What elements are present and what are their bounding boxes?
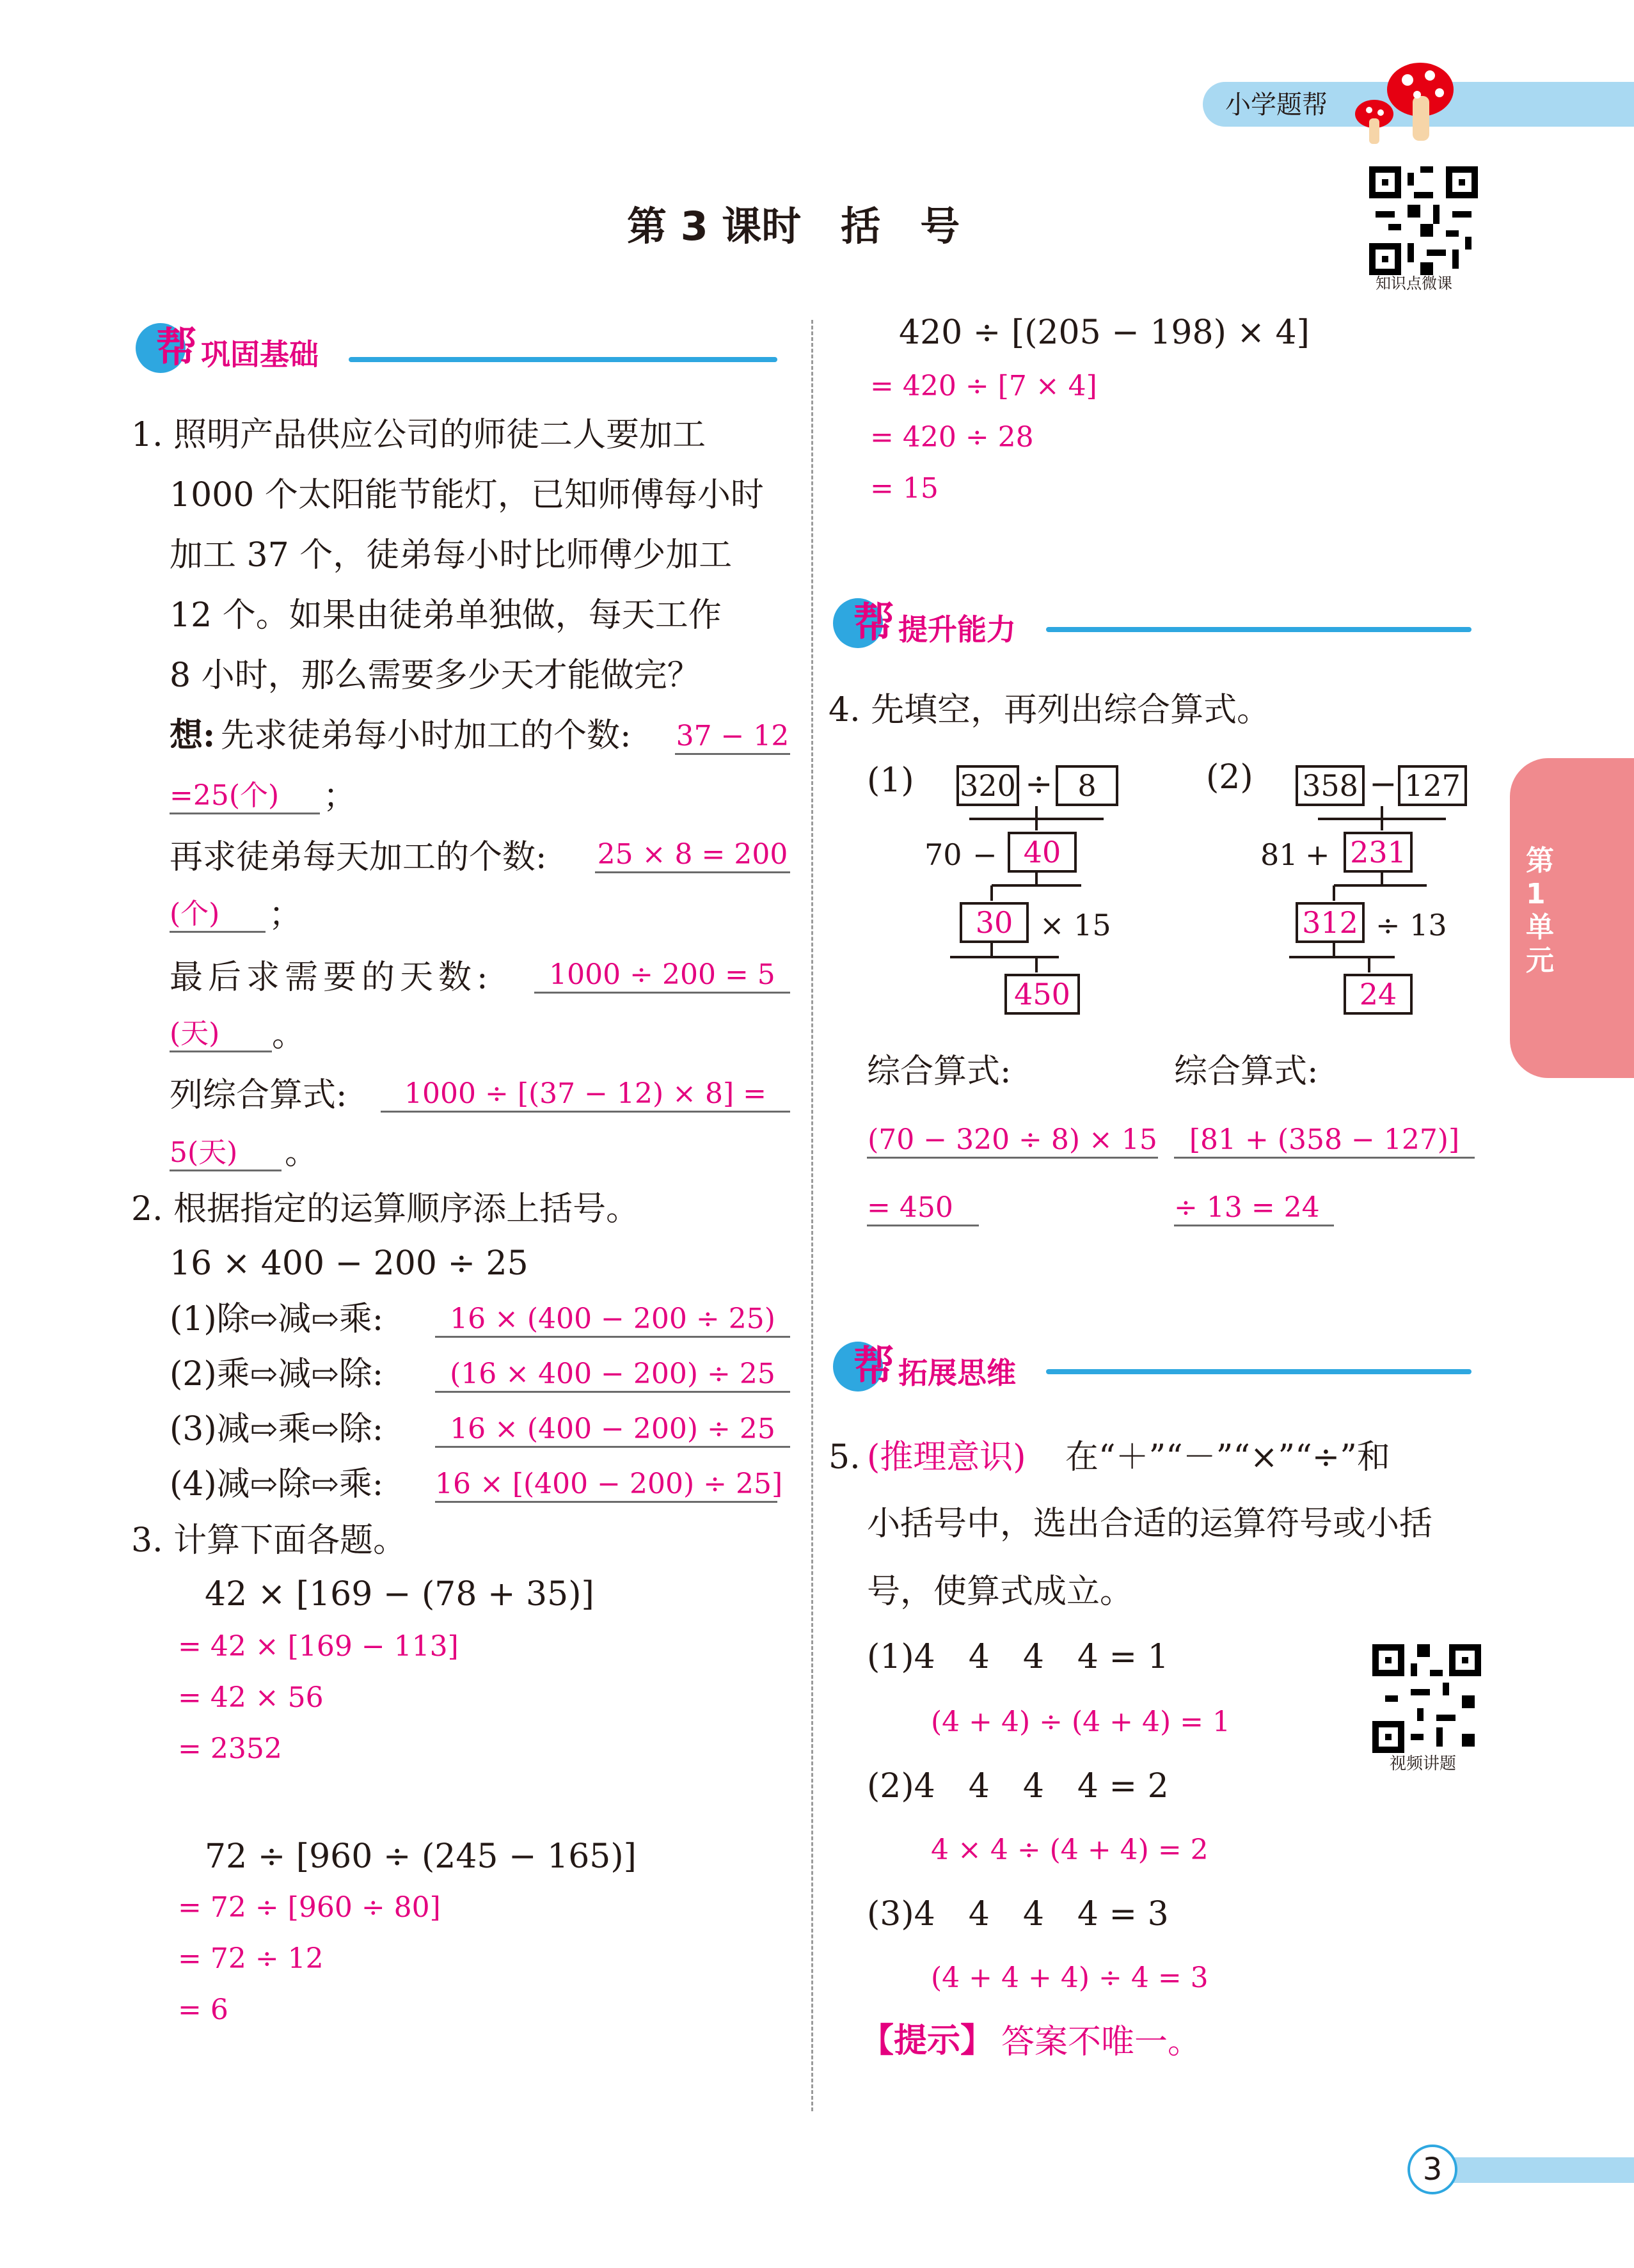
q5-item-answer: (4 + 4 + 4) ÷ 4 = 3: [931, 1962, 1209, 1994]
q4-formula-answer-cont[interactable]: = 450: [867, 1191, 979, 1226]
q1-step4-text: 列综合算式:: [170, 1076, 347, 1114]
q4-formula-label: 综合算式:: [1174, 1052, 1319, 1091]
section-bang-mark: 帮: [853, 1343, 894, 1390]
q2-item-answer[interactable]: 16 × (400 − 200 ÷ 25): [435, 1303, 790, 1338]
q3-step: = 42 × 56: [178, 1681, 324, 1714]
qr-code-icon[interactable]: [1372, 1644, 1481, 1753]
page-number: 3: [1408, 2145, 1457, 2194]
q2-item-label: (3)减⇨乘⇨除:: [170, 1410, 384, 1448]
tree-answer-node[interactable]: 312: [1296, 902, 1365, 943]
q2-title: 2. 根据指定的运算顺序添上括号。: [131, 1190, 640, 1228]
q1-line: 1. 照明产品供应公司的师徒二人要加工: [131, 416, 706, 454]
tree-operand: 70: [924, 837, 962, 872]
qr-code-icon[interactable]: [1369, 166, 1478, 275]
tree-answer-node[interactable]: 231: [1344, 832, 1413, 873]
q2-expression: 16 × 400 − 200 ÷ 25: [170, 1244, 528, 1283]
q4-formula-answer[interactable]: (70 − 320 ÷ 8) × 15: [867, 1123, 1158, 1159]
tree-answer-node[interactable]: 24: [1344, 974, 1413, 1015]
q3-problem-2: 72 ÷ [960 ÷ (245 − 165)]: [205, 1837, 637, 1876]
q1-step2-text: 再求徒弟每天加工的个数:: [170, 838, 547, 876]
q5-text: 在“＋”“－”“×”“÷”和: [1065, 1438, 1390, 1477]
q3-step: = 2352: [178, 1733, 282, 1765]
q3-step: = 72 ÷ 12: [178, 1942, 324, 1975]
q5-item-answer: 4 × 4 ÷ (4 + 4) = 2: [931, 1834, 1209, 1866]
q1-step1-answer[interactable]: 37 − 12: [675, 720, 790, 755]
q5-item-question: (1)4 4 4 4 = 1: [867, 1638, 1169, 1676]
q1-step1-answer-cont[interactable]: =25(个): [170, 779, 320, 814]
q3-step: = 15: [870, 472, 939, 505]
q4-tree1-label: (1): [867, 761, 914, 800]
section-rule: [1046, 1369, 1471, 1374]
q1-step1-end: ；: [323, 777, 357, 816]
q4-tree2-label: (2): [1206, 758, 1253, 797]
q3-problem-1: 42 × [169 − (78 + 35)]: [205, 1575, 594, 1614]
tree-node: 8: [1056, 765, 1118, 806]
q4-formula-answer-cont[interactable]: ÷ 13 = 24: [1174, 1191, 1334, 1226]
q1-step2-answer[interactable]: 25 × 8 = 200: [595, 838, 790, 873]
q2-item-answer[interactable]: 16 × (400 − 200) ÷ 25: [435, 1413, 790, 1448]
tree-answer-node[interactable]: 40: [1008, 832, 1077, 873]
q1-line: 加工 37 个，徒弟每小时比师傅少加工: [170, 536, 733, 575]
q1-step4-answer-cont[interactable]: 5(天): [170, 1136, 282, 1171]
q4-title: 4. 先填空，再列出综合算式。: [829, 691, 1271, 729]
q1-step4-end: 。: [285, 1134, 319, 1172]
q2-item-label: (4)减⇨除⇨乘:: [170, 1465, 384, 1503]
q4-formula-answer[interactable]: [81 + (358 − 127)]: [1174, 1123, 1475, 1159]
q1-think-label: 想:: [170, 716, 216, 755]
q1-step2-end: ；: [269, 896, 303, 934]
q2-item-answer[interactable]: (16 × 400 − 200) ÷ 25: [435, 1358, 790, 1393]
qr-caption: 视频讲题: [1390, 1754, 1457, 1773]
q5-item-question: (3)4 4 4 4 = 3: [867, 1895, 1169, 1933]
q3-step: = 72 ÷ [960 ÷ 80]: [178, 1891, 441, 1924]
brand-label: 小学题帮: [1225, 90, 1328, 120]
qr-caption: 知识点微课: [1376, 274, 1452, 292]
q5-item-question: (2)4 4 4 4 = 2: [867, 1767, 1169, 1805]
q1-step3-end: 。: [272, 1016, 306, 1054]
tree-node: 127: [1398, 765, 1467, 806]
mushroom-logo-icon: [1344, 58, 1465, 147]
section-rule: [1046, 627, 1471, 632]
q3-step: = 420 ÷ 28: [870, 421, 1034, 454]
q5-item-answer: (4 + 4) ÷ (4 + 4) = 1: [931, 1706, 1230, 1738]
tree-answer-node[interactable]: 30: [960, 902, 1029, 943]
q3-step: = 420 ÷ [7 × 4]: [870, 370, 1097, 402]
tree-operator: × 15: [1040, 908, 1111, 942]
q5-number: 5.: [829, 1438, 861, 1477]
q4-formula-label: 综合算式:: [867, 1052, 1011, 1091]
q5-hint-label: 【提示】: [861, 2022, 994, 2060]
tree-node: 358: [1296, 765, 1365, 806]
tree-answer-node[interactable]: 450: [1004, 974, 1080, 1015]
section-title-extend: 拓展思维: [898, 1356, 1016, 1390]
q2-item-answer[interactable]: 16 × [(400 − 200) ÷ 25]: [435, 1468, 777, 1503]
q1-step3-text: 最后求需要的天数:: [170, 958, 493, 997]
q3-step: = 6: [178, 1994, 228, 2026]
tree-operator: +: [1305, 837, 1330, 872]
tree-node: 320: [956, 765, 1019, 806]
q3-title: 3. 计算下面各题。: [131, 1521, 407, 1560]
section-title-basics: 巩固基础: [201, 337, 319, 372]
q1-step4-answer[interactable]: 1000 ÷ [(37 − 12) × 8] =: [381, 1077, 790, 1113]
q5-text: 小括号中，选出合适的运算符号或小括: [867, 1505, 1433, 1543]
tree-operand: 81: [1260, 837, 1298, 872]
tree-operator: −: [1369, 765, 1397, 804]
q3-problem-3: 420 ÷ [(205 − 198) × 4]: [899, 313, 1310, 352]
section-title-improve: 提升能力: [898, 612, 1016, 647]
q2-item-label: (2)乘⇨减⇨除:: [170, 1355, 384, 1393]
q1-step3-answer-cont[interactable]: (天): [170, 1017, 272, 1052]
q1-step2-answer-cont[interactable]: (个): [170, 898, 266, 933]
column-divider: [811, 320, 813, 2111]
tree-operator: ÷: [1025, 765, 1053, 804]
footer-band: [1440, 2157, 1634, 2183]
q1-step3-answer[interactable]: 1000 ÷ 200 = 5: [534, 958, 790, 994]
q5-tag: (推理意识): [867, 1438, 1026, 1477]
q2-item-label: (1)除⇨减⇨乘:: [170, 1300, 384, 1338]
lesson-title: 第 3 课时 括 号: [627, 203, 960, 250]
unit-side-tab-label: 第1单元: [1526, 845, 1554, 977]
q1-line: 1000 个太阳能节能灯，已知师傅每小时: [170, 476, 764, 514]
q5-hint-text: 答案不唯一。: [1001, 2023, 1202, 2061]
q1-line: 8 小时，那么需要多少天才能做完？: [170, 656, 701, 695]
tree-operator: ÷ 13: [1376, 908, 1447, 942]
q1-step1-text: 先求徒弟每小时加工的个数:: [221, 717, 631, 755]
tree-operator: −: [972, 837, 997, 872]
section-bang-mark: 帮: [853, 599, 894, 647]
q1-line: 12 个。如果由徒弟单独做，每天工作: [170, 596, 722, 635]
section-bang-mark: 帮: [156, 324, 197, 372]
q3-step: = 42 × [169 − 113]: [178, 1630, 459, 1663]
section-rule: [349, 357, 777, 362]
q5-text: 号，使算式成立。: [867, 1573, 1134, 1611]
